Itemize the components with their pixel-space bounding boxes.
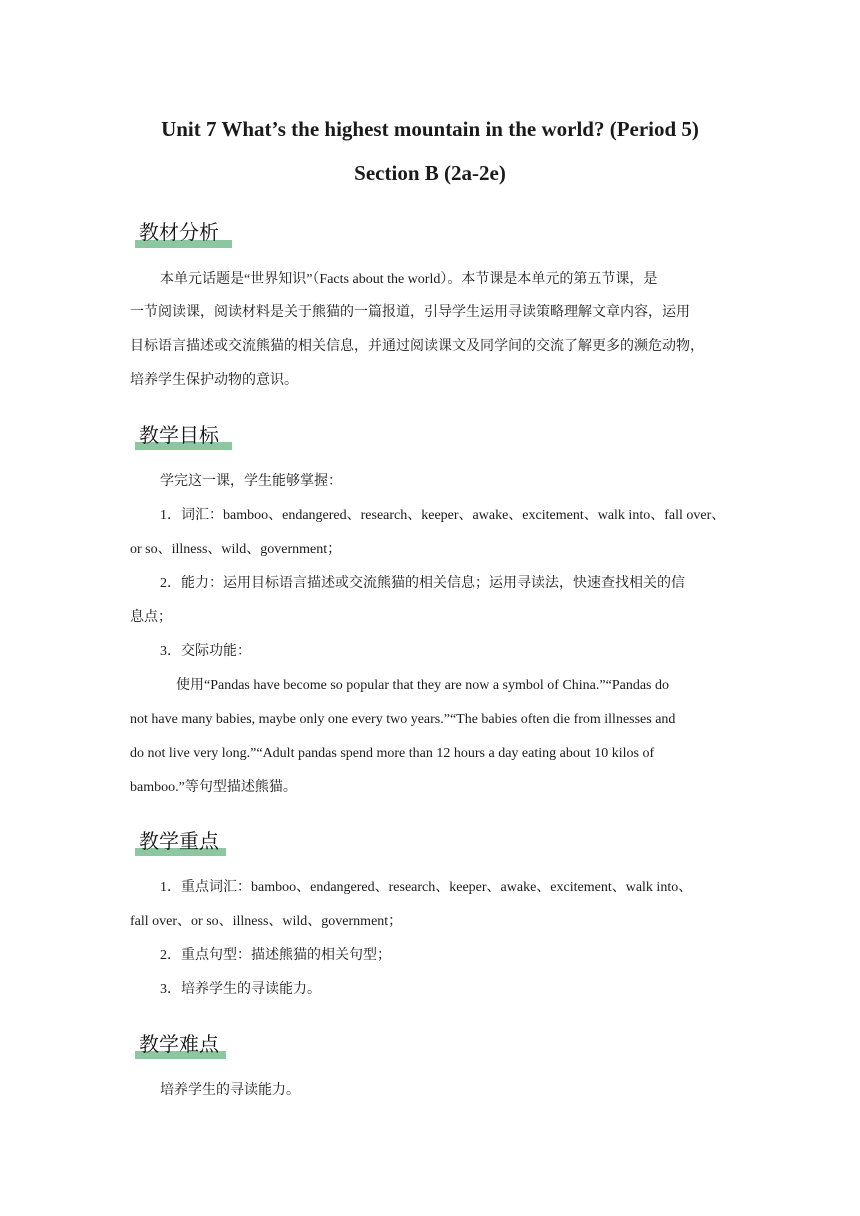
section-heading-analysis: 教材分析 [139, 220, 219, 244]
keypoint-item: 3．培养学生的寻读能力。 [160, 982, 321, 997]
usage-line: bamboo.”等句型描述熊猫。 [130, 780, 297, 795]
usage-line: do not live very long.”“Adult pandas spend more than 12 hours a day eating about 10 kilos of [130, 746, 655, 761]
objective-item-continued: 息点； [130, 610, 172, 625]
analysis-line: 培养学生保护动物的意识。 [130, 373, 298, 388]
usage-line: not have many babies, maybe only one every two years.”“The babies often die from illnesses and [130, 712, 676, 727]
document-subtitle: Section B (2a-2e) [354, 161, 506, 185]
keypoint-item: 1．重点词汇：bamboo、endangered、research、keeper、awake、excitement、walk into、 [160, 880, 693, 895]
keypoint-item: 2．重点句型：描述熊猫的相关句型； [160, 948, 391, 963]
objective-item: 3．交际功能： [160, 644, 251, 659]
analysis-line: 本单元话题是“世界知识”（Facts about the world）。本节课是本单元的第五节课，是 [160, 272, 658, 287]
document-title: Unit 7 What’s the highest mountain in the world? (Period 5) [161, 117, 699, 141]
objective-item-continued: or so、illness、wild、government； [130, 542, 342, 557]
analysis-line: 一节阅读课，阅读材料是关于熊猫的一篇报道，引导学生运用寻读策略理解文章内容，运用 [130, 305, 690, 320]
objective-item: 2．能力：运用目标语言描述或交流熊猫的相关信息；运用寻读法，快速查找相关的信 [160, 576, 685, 591]
section-heading-objectives: 教学目标 [139, 423, 219, 447]
objectives-intro: 学完这一课，学生能够掌握： [160, 474, 342, 489]
keypoint-item-continued: fall over、or so、illness、wild、government； [130, 914, 403, 929]
section-heading-keypoints: 教学重点 [139, 829, 219, 853]
analysis-line: 目标语言描述或交流熊猫的相关信息，并通过阅读课文及同学间的交流了解更多的濒危动物， [130, 339, 704, 354]
section-heading-difficulties: 教学难点 [139, 1032, 219, 1056]
usage-line: 使用“Pandas have become so popular that they are now a symbol of China.”“Pandas do [176, 678, 669, 693]
objective-item: 1．词汇：bamboo、endangered、research、keeper、awake、excitement、walk into、fall over、 [160, 508, 726, 523]
difficulty-text: 培养学生的寻读能力。 [160, 1083, 300, 1098]
